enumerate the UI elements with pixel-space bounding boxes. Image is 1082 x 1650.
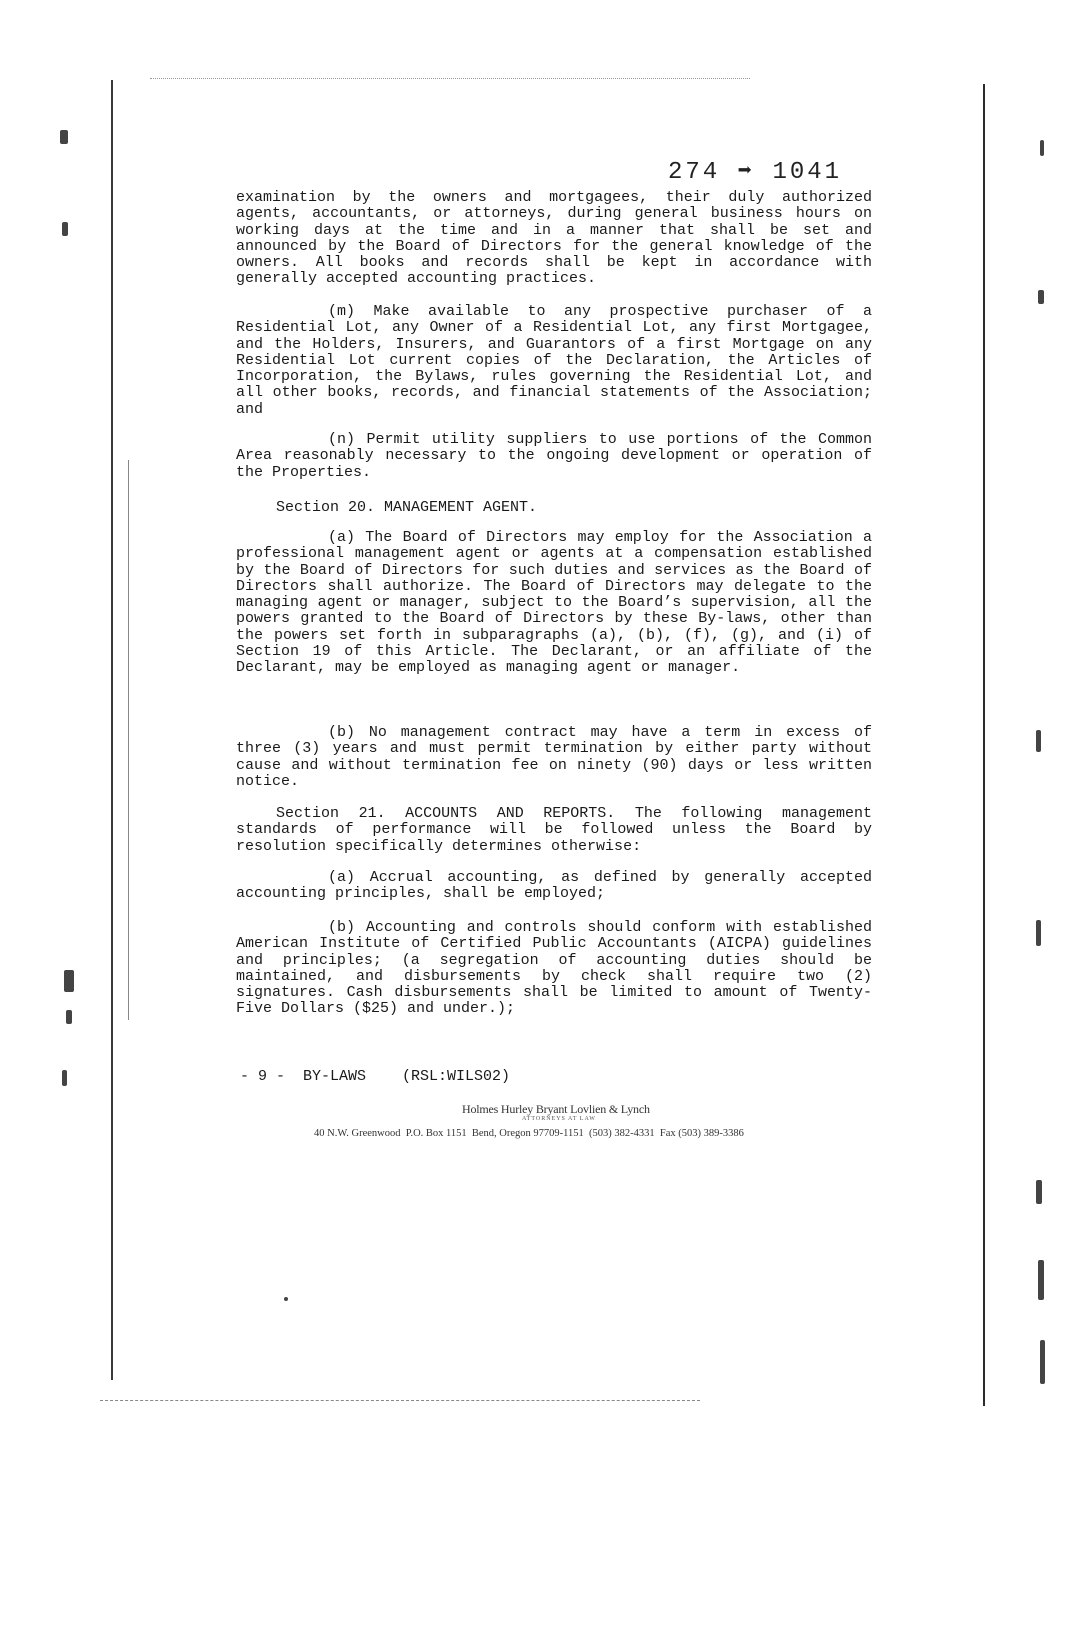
scan-speck	[1040, 1340, 1045, 1384]
scan-speck	[62, 1070, 67, 1086]
scan-speck	[60, 130, 68, 144]
scan-speck	[66, 1010, 72, 1024]
scan-speck	[1038, 1260, 1044, 1300]
firm-name: Holmes Hurley Bryant Lovlien & Lynch	[462, 1102, 650, 1116]
section-20-heading: Section 20. MANAGEMENT AGENT.	[276, 499, 538, 516]
firm-address: 40 N.W. Greenwood P.O. Box 1151 Bend, Oregon 97709-1151 (503) 382-4331 Fax (503) 389-3386	[314, 1128, 744, 1139]
paragraph-n: (n) Permit utility suppliers to use portions of the Common Area reasonably necessary to the ongoing development or operation of the Properties.	[236, 431, 872, 481]
footer-page-label: - 9 - BY-LAWS (RSL:WILS02)	[240, 1068, 511, 1085]
scan-border-top	[150, 78, 750, 80]
section-21-paragraph: Section 21. ACCOUNTS AND REPORTS. The following management standards of performance will be followed unless the Board by resolution specifically determines otherwise:	[236, 805, 872, 855]
scan-speck	[62, 222, 68, 236]
firm-subtitle: ATTORNEYS AT LAW	[522, 1116, 596, 1122]
scan-speck	[1040, 140, 1044, 156]
scan-border-left-inner	[128, 460, 129, 1020]
paragraph-21b: (b) Accounting and controls should conform with established American Institute of Certified Public Accountants (AICPA) guidelines and principles; (a segregation of accounting duties should be maintained, and disbursements by check shall require two (2) signatures. Cash disbursements shall be limited to amount of Twenty-Five Dollars ($25) and under.);	[236, 919, 872, 1018]
paragraph-examination: examination by the owners and mortgagees, their duly authorized agents, accountants, or attorneys, during general business hours on working days at the time and in a manner that shall be set and announced by the Board of Directors for the general knowledge of the owners. All books and records shall be kept in accordance with generally accepted accounting practices.	[236, 189, 872, 288]
paragraph-20a: (a) The Board of Directors may employ for the Association a professional management agent or agents at a compensation established by the Board of Directors for such duties and services as the Board of Directors shall authorize. The Board of Directors may delegate to the managing agent or manager, subject to the Board’s supervision, all the powers granted to the Board of Directors by these By-laws, other than the powers set forth in subparagraphs (a), (b), (f), (g), and (i) of Section 19 of this Article. The Declarant, or an affiliate of the Declarant, may be employed as managing agent or manager.	[236, 529, 872, 677]
scan-border-bottom	[100, 1400, 700, 1402]
scan-border-right	[983, 84, 985, 1406]
scan-border-left	[111, 80, 113, 1380]
paragraph-m: (m) Make available to any prospective purchaser of a Residential Lot, any Owner of a Residential Lot, any first Mortgagee, and the Holders, Insurers, and Guarantors of a first Mortgage on any Residential Lot current copies of the Declaration, the Articles of Incorporation, the Bylaws, rules governing the Residential Lot, and all other books, records, and financial statements of the Association; and	[236, 303, 872, 418]
scan-speck	[1036, 920, 1041, 946]
scan-speck	[1036, 1180, 1042, 1204]
scan-speck	[284, 1297, 288, 1301]
paragraph-21a: (a) Accrual accounting, as defined by generally accepted accounting principles, shall be employed;	[236, 869, 872, 903]
scan-speck	[1036, 730, 1041, 752]
page-number: 274 ➡ 1041	[668, 159, 843, 186]
scan-speck	[1038, 290, 1044, 304]
paragraph-20b: (b) No management contract may have a term in excess of three (3) years and must permit termination by either party without cause and without termination fee on ninety (90) days or less written notice.	[236, 724, 872, 790]
scan-speck	[64, 970, 74, 992]
